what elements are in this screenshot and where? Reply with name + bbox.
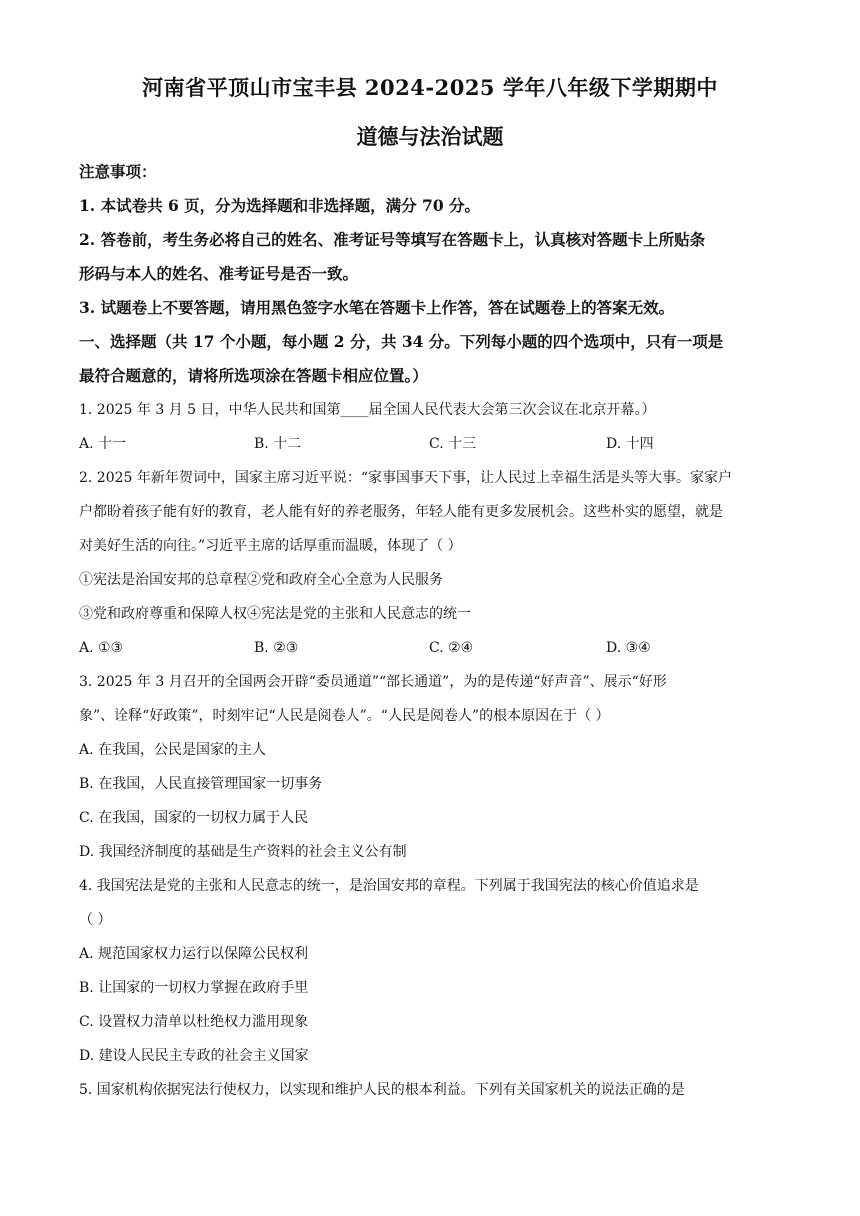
notice-item-3: 3. 试题卷上不要答题，请用黑色签字水笔在答题卡上作答，答在试题卷上的答案无效。 (79, 298, 675, 317)
question-4-option-a: A. 规范国家权力运行以保障公民权利 (79, 946, 309, 962)
section1-heading-line2: 最符合题意的，请将所选项涂在答题卡相应位置。） (79, 366, 428, 385)
option-b: B. ②③ (254, 640, 299, 656)
section1-heading-line1: 一、选择题（共 17 个小题，每小题 2 分，共 34 分。下列每小题的四个选项中，只有一项是 (79, 332, 724, 351)
question-4-option-b: B. 让国家的一切权力掌握在政府手里 (79, 980, 309, 996)
option-c: C. 十三 (429, 436, 477, 452)
exam-title-line1: 河南省平顶山市宝丰县 2024-2025 学年八年级下学期期中 (142, 75, 718, 100)
question-2-stem-line1: 2. 2025 年新年贺词中，国家主席习近平说：“家事国事天下事，让人民过上幸福生活是头等大事。家家户 (79, 470, 733, 486)
notice-item-1: 1. 本试卷共 6 页，分为选择题和非选择题，满分 70 分。 (79, 196, 481, 215)
question-4-option-d: D. 建设人民民主专政的社会主义国家 (79, 1048, 309, 1064)
notice-heading: 注意事项： (79, 162, 157, 181)
notice-item-2-line1: 2. 答卷前，考生务必将自己的姓名、准考证号等填写在答题卡上，认真核对答题卡上所贴条 (79, 230, 706, 249)
option-d: D. ③④ (606, 640, 651, 656)
exam-title-line2: 道德与法治试题 (356, 124, 504, 149)
question-5-stem: 5. 国家机构依据宪法行使权力，以实现和维护人民的根本利益。下列有关国家机关的说法正确的是 (79, 1082, 685, 1098)
question-3-stem-line1: 3. 2025 年 3 月召开的全国两会开辟“委员通道”“部长通道”，为的是传递“好声音”、展示“好形 (79, 674, 667, 690)
question-4-stem-line1: 4. 我国宪法是党的主张和人民意志的统一，是治国安邦的章程。下列属于我国宪法的核心价值追求是 (79, 878, 699, 894)
question-3-stem-line2: 象”、诠释“好政策”，时刻牢记“人民是阅卷人”。“人民是阅卷人”的根本原因在于（ ） (79, 708, 610, 724)
question-3-option-a: A. 在我国，公民是国家的主人 (79, 742, 267, 758)
option-d: D. 十四 (606, 436, 654, 452)
question-2-stem-line3: 对美好生活的向往。”习近平主席的话厚重而温暖，体现了（ ） (79, 538, 462, 554)
question-3-option-b: B. 在我国，人民直接管理国家一切事务 (79, 776, 323, 792)
option-c: C. ②④ (429, 640, 474, 656)
question-3-option-d: D. 我国经济制度的基础是生产资料的社会主义公有制 (79, 844, 407, 860)
question-4-option-c: C. 设置权力清单以杜绝权力滥用现象 (79, 1014, 309, 1030)
option-b: B. 十二 (254, 436, 302, 452)
question-1-stem: 1. 2025 年 3 月 5 日，中华人民共和国第____届全国人民代表大会第三次会议在北京开幕。） (79, 402, 656, 418)
question-3-option-c: C. 在我国，国家的一切权力属于人民 (79, 810, 309, 826)
question-1-options (79, 434, 784, 454)
question-2-statements-line2: ③党和政府尊重和保障人权④宪法是党的主张和人民意志的统一 (79, 606, 471, 622)
question-2-statements-line1: ①宪法是治国安邦的总章程②党和政府全心全意为人民服务 (79, 572, 443, 588)
option-a: A. 十一 (79, 436, 127, 452)
question-2-stem-line2: 户都盼着孩子能有好的教育，老人能有好的养老服务，年轻人能有更多发展机会。这些朴实的愿望，就是 (79, 504, 723, 520)
notice-item-2-line2: 形码与本人的姓名、准考证号是否一致。 (79, 264, 359, 283)
question-4-stem-line2: （ ） (79, 912, 112, 928)
option-a: A. ①③ (79, 640, 124, 656)
question-2-options (79, 638, 784, 658)
